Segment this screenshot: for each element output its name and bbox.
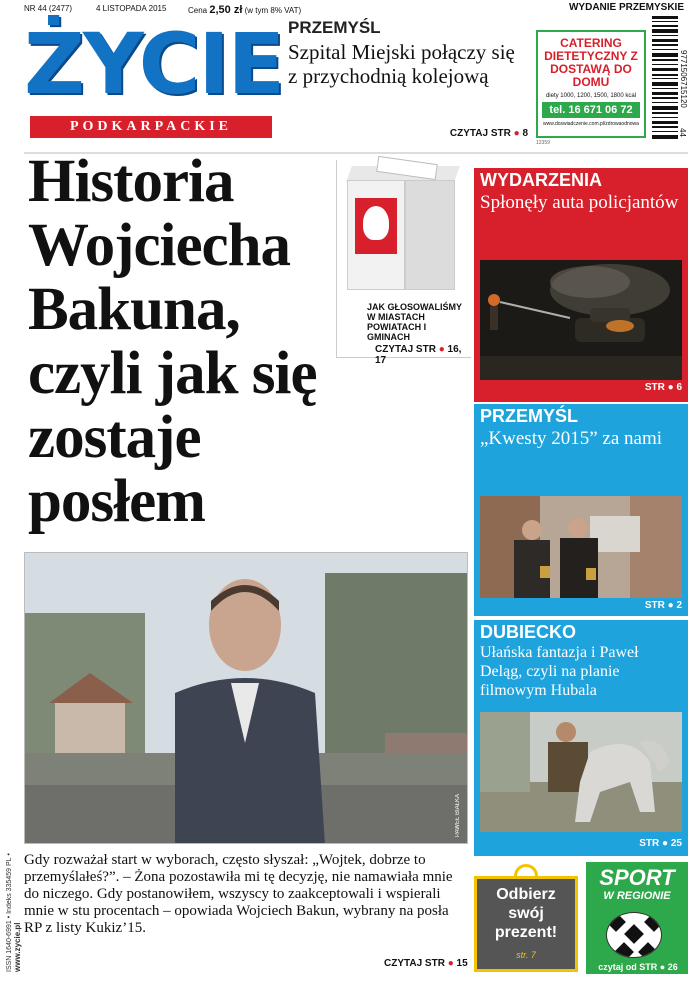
card-read: STR ● 25 [639,838,682,849]
catering-title: CATERING DIETETYCZNY Z DOSTAWĄ DO DOMU [544,36,638,89]
masthead-title: ŻYCIE [24,15,284,113]
catering-diets: diety 1000, 1200, 1500, 1800 kcal [545,93,637,99]
ballot-tease-text: JAK GŁOSOWALIŚMY W MIASTACH POWIATACH I GMINACH [367,302,462,342]
barcode-issue: 44 [678,128,687,137]
barcode-number: 9771506715120 [679,50,688,108]
card-title: „Kwesty 2015” za nami [480,428,663,449]
ballot-tease-read: CZYTAJ STR ● 16, 17 [375,344,462,366]
sport-subtitle: W REGIONIE [603,890,671,902]
edition-label: WYDANIE PRZEMYSKIE [568,2,684,13]
polish-eagle-icon [355,198,397,254]
bullet-icon: ● [513,128,520,139]
gift-promo[interactable] [474,862,578,974]
kwesty-photo [480,496,682,598]
card-category: WYDARZENIA [480,170,602,190]
main-story-lede: Gdy rozważał start w wyborach, często słyszał: „Wojtek, dobrze to przemyślałeś?”. – Żona pozostawiła mi tę decyzję, nie namawiała mnie do niczego. Gdy postanowiłem, wszyscy to zaakceptowali i wspierali mnie w stu procentach – opowiada Wojciech Bakun, wybrany na posła RP z listy Kukiz’15. [24,852,453,936]
card-category: DUBIECKO [480,622,577,642]
hubal-photo [480,712,682,832]
card-read: STR ● 6 [644,382,682,393]
catering-phone: tel. 16 671 06 72 [542,102,640,118]
ballot-tease[interactable] [336,160,471,366]
price: 2,50 zł [209,4,243,16]
bullet-icon: ● [447,958,454,969]
top-tease-category: PRZEMYŚL [288,18,381,37]
bullet-icon: ● [438,344,445,355]
top-tease-text: Szpital Miejski połączy się z przychodnią kolejową [288,40,515,88]
site-url: www.zycie.pl [13,922,22,972]
issue-strip [24,2,684,16]
index-number: Indeks 335459 PL [6,857,13,914]
bullet-icon: ● [662,838,669,849]
card-title: Spłonęły auta policjantów [480,192,679,213]
bullet-icon: ● [667,600,674,611]
sport-read: czytaj od STR ● 26 [598,962,678,972]
top-tease[interactable] [288,18,528,148]
barcode [652,16,688,142]
gift-page: str. 7 [516,950,536,960]
sport-promo[interactable] [586,862,688,974]
football-icon [606,912,662,958]
card-dubiecko[interactable] [474,620,688,856]
masthead-logo [24,15,284,116]
barcode-icon [652,16,678,142]
price-vat: (w tym 8% VAT) [244,6,302,15]
catering-url: www.doswiadczenie.com.pl/zdrowaodnowa [543,121,639,127]
card-wydarzenia[interactable] [474,168,688,402]
bullet-icon: ● [659,962,666,972]
masthead-subtitle: PODKARPACKIE [30,116,272,138]
card-category: PRZEMYŚL [480,406,579,426]
catering-ad[interactable] [536,30,646,138]
side-credit: ISSN 1640-6991 • Indeks 335459 PL • www.zycie.pl [6,853,22,972]
catering-code: 12359 [536,140,550,146]
gift-text: Odbierz swój prezent! [494,886,558,941]
main-photo [24,552,468,844]
photo-credit: PAWEŁ BIAŁKA [455,793,461,837]
gift-box [474,876,578,972]
top-tease-read: CZYTAJ STR ● 8 [449,128,528,139]
issue-number: NR 44 (2477) [24,4,73,13]
burning-cars-photo [480,260,682,380]
main-headline[interactable]: Historia Wojciecha Bakuna, czyli jak się zostaje posłem [28,148,317,535]
card-przemysl[interactable] [474,404,688,616]
issn: ISSN 1640-6991 [6,920,13,972]
issue-date: 4 LISTOPADA 2015 [96,4,167,13]
bullet-icon: ● [667,382,674,393]
price-label: Cena [188,6,208,15]
card-read: STR ● 2 [644,600,682,611]
card-title: Ułańska fantazja i Paweł Deląg, czyli na planie filmowym Hubala [480,644,639,699]
sport-title: SPORT [599,865,675,890]
main-story-read[interactable]: CZYTAJ STR ● 15 [384,958,468,969]
